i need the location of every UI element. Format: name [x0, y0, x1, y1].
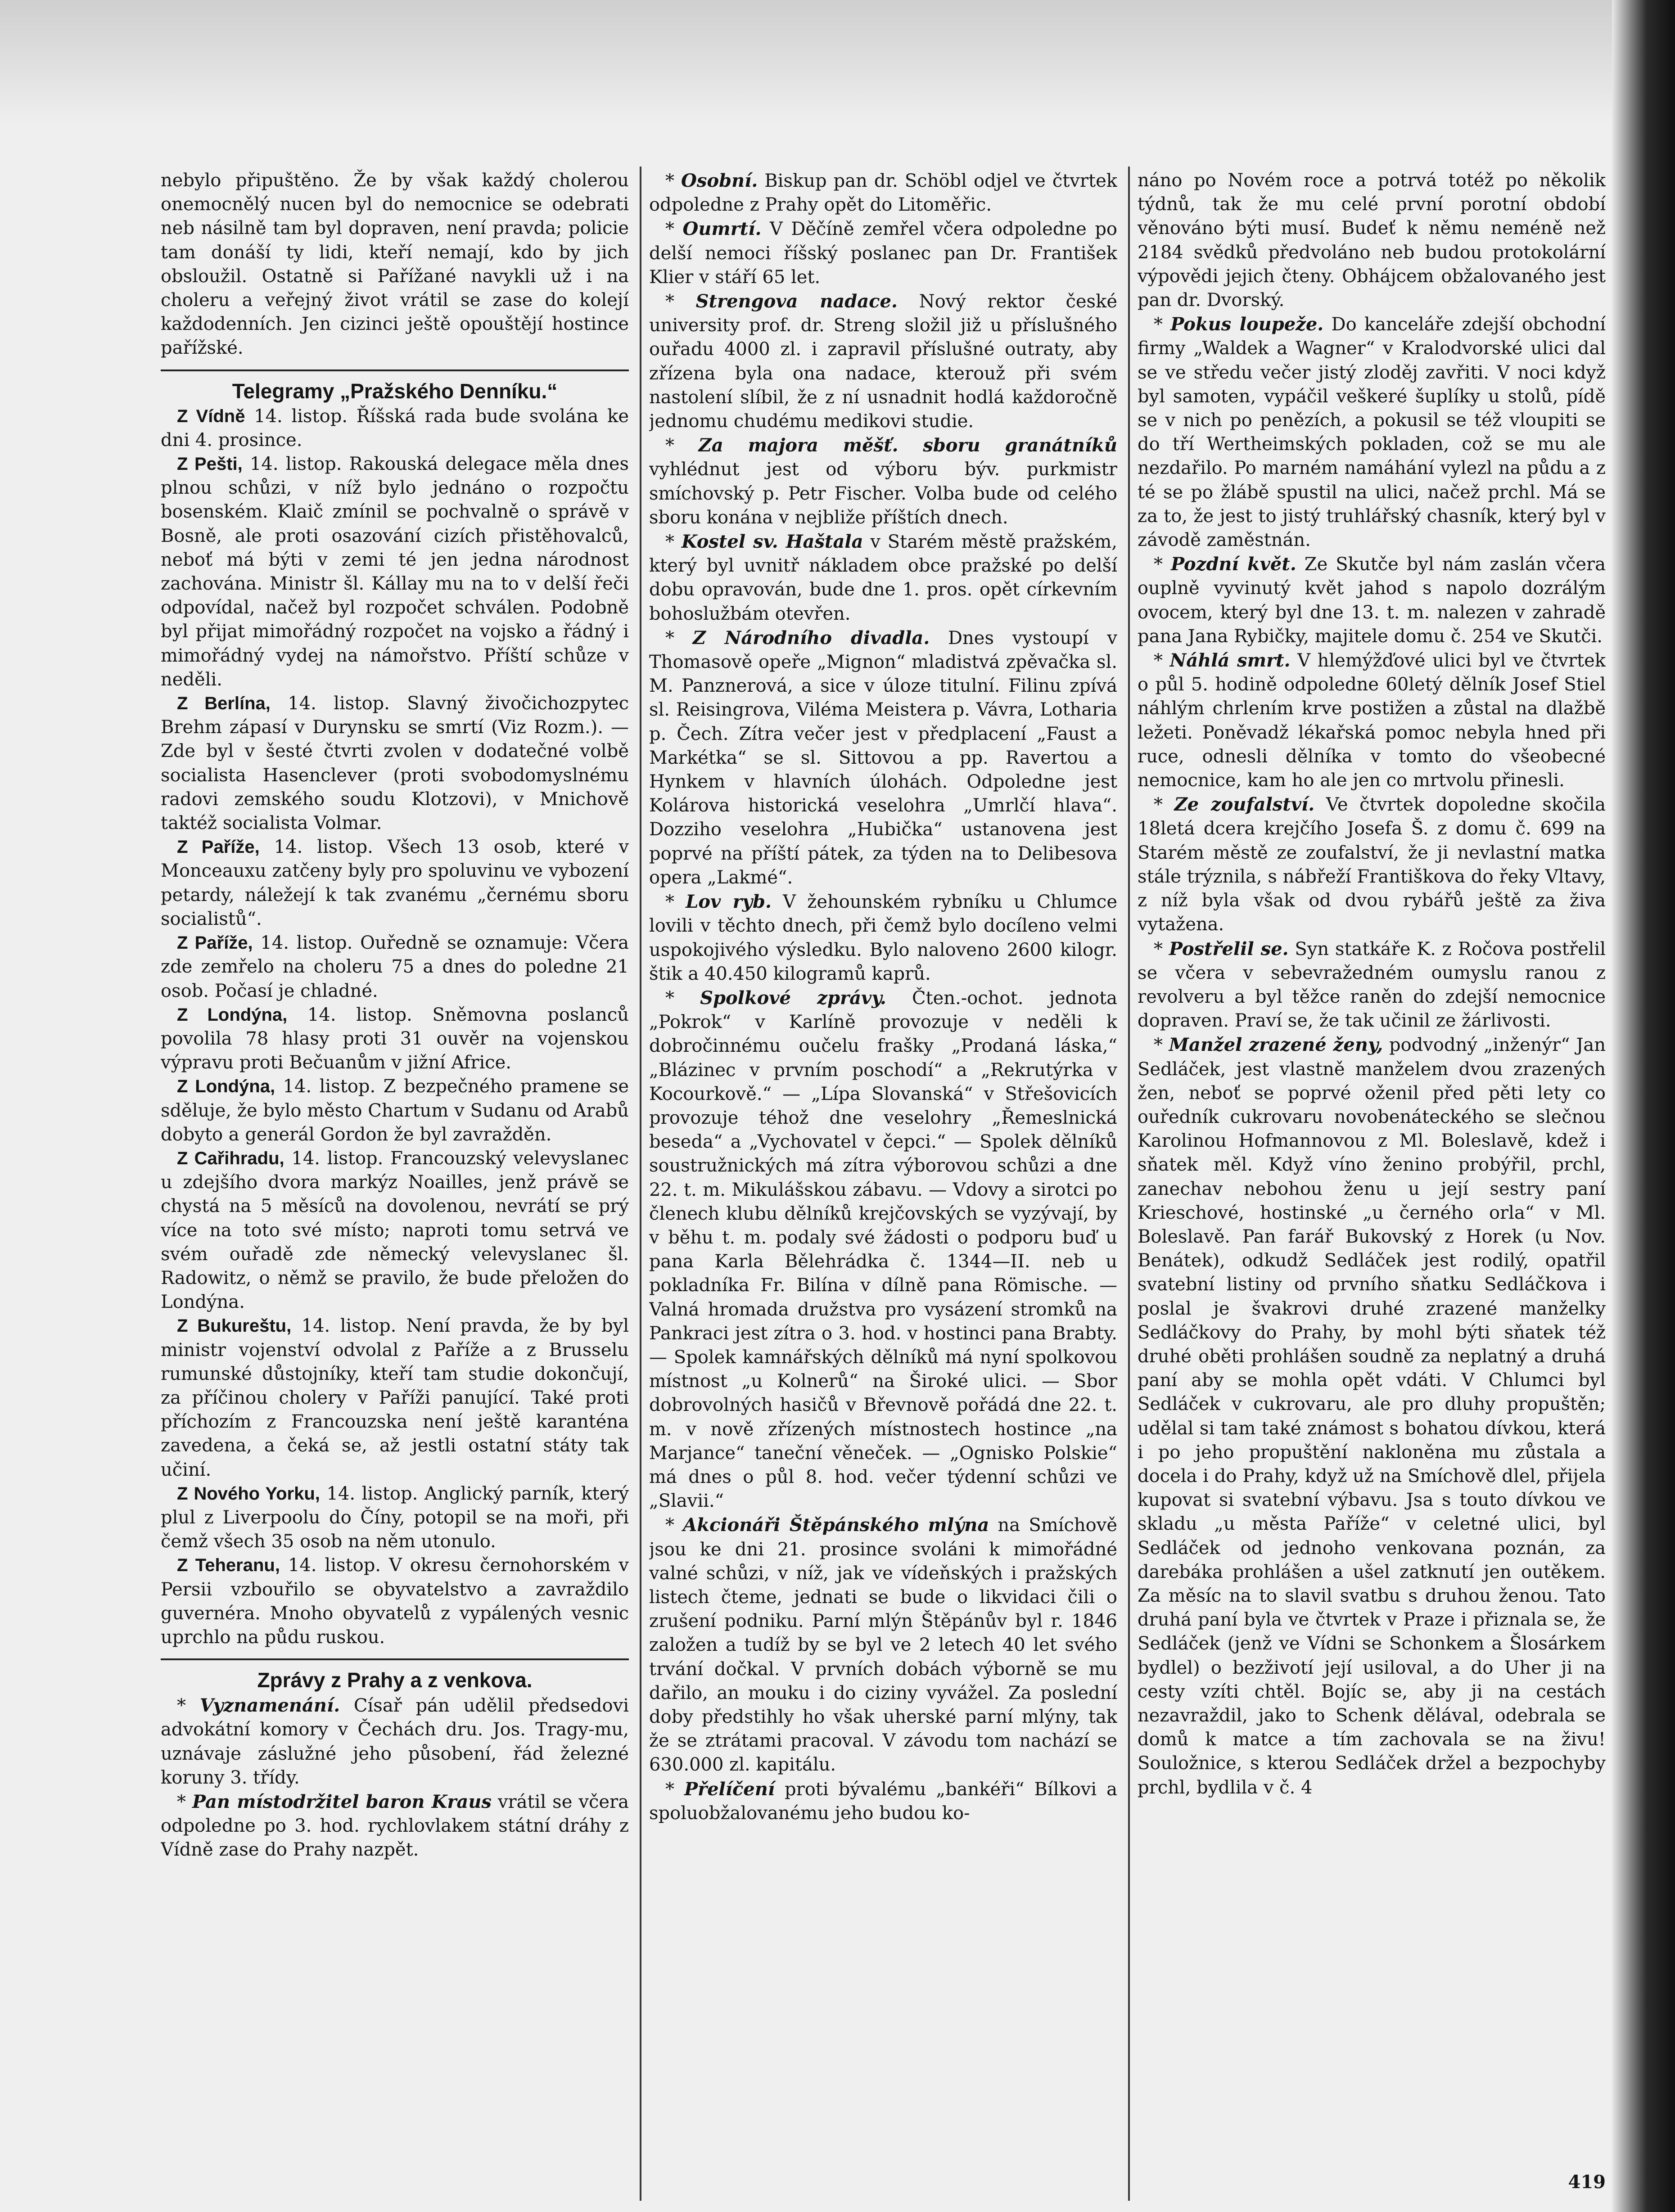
news-item: * Pan místodržitel baron Kraus vrátil se včera odpoledne po 3. hod. rychlovlakem státní dráhy z Vídně zase do Prahy nazpět.	[161, 1791, 629, 1861]
telegram-item: Z Vídně 14. listop. Říšská rada bude svolána ke dni 4. prosince.	[161, 405, 629, 451]
telegram-item: Z Paříže, 14. listop. Ouředně se oznamuje: Včera zde zemřelo na choleru 75 a dnes do poledne 21 osob. Počasí je chladné.	[161, 933, 629, 1001]
news-item: * Lov ryb. V žehounském rybníku u Chlumce lovili v těchto dnech, při čemž bylo docíleno velmi uspokojivého výsledku. Bylo naloveno 2600 kilogr. štik a 40.450 kilogramů kaprů.	[649, 891, 1117, 984]
news-item: * Osobní. Biskup pan dr. Schöbl odjel ve čtvrtek odpoledne z Prahy opět do Litoměřic.	[649, 170, 1117, 216]
news-item: * Strengova nadace. Nový rektor české university prof. dr. Streng složil již u příslušného ouřadu 4000 zl. i zapravil příslušné outraty, aby zřízena byla ona nadace, kterouž při svém nastolení slíbil, že z ní usnadnit hodlá každoročně jednomu chudému medikovi studie.	[649, 291, 1117, 432]
news-item: * Z Národního divadla. Dnes vystoupí v Thomasově opeře „Mignon“ mladistvá zpěvačka sl. M. Panznerová, a sice v úloze titulní. Filinu zpívá sl. Reisingrova, Viléma Meistera p. Vávra, Lotharia p. Čech. Zítra večer jest v předplacení „Faust a Markétka“ se sl. Sittovou a pp. Ravertou a Hynkem v hlavních úlohách. Odpoledne jest Kolárova historická veselohra „Umrlčí hlava“. Dozziho veselohra „Hubička“ ustanovena jest poprvé na příští pátek, za týden na to Delibesova opera „Lakmé“.	[649, 627, 1117, 888]
news-item: * Ze zoufalství. Ve čtvrtek dopoledne skočila 18letá dcera krejčího Josefa Š. z domu č. 699 na Starém městě ze zoufalství, že ji nevlastní matka stále trýznila, s nábřeží Františkova do řeky Vltavy, z níž byla však od dvou rybářů ještě za živa vytažena.	[1138, 794, 1606, 935]
column-left	[161, 169, 629, 2194]
news-item: * Manžel zrazené ženy, podvodný „inženýr“ Jan Sedláček, jest vlastně manželem dvou zrazených žen, neboť se poprvé oženil před pěti lety co ouředník cukrovaru novobenáteckého se slečnou Karolinou Hofmannovou z Ml. Boleslavě, kdež i sňatek měl. Když víno ženino probýřil, prchl, zanechav nebohou ženu u její sestry paní Krieschové, hostinské „u černého orla“ v Ml. Boleslavě. Pan farář Bukovský z Horek (u Nov. Benátek), odkudž Sedláček jest rodilý, opatřil svatební listiny od prvního sňatku Sedláčkova i poslal je švakrovi druhé zrazené manželky Sedláčkovy do Prahy, by mohl býti sňatek též druhé oběti prohlášen soudně za neplatný a druhá paní aby se mohla opět vdáti. V Chlumci byl Sedláček v cukrovaru, ale pro dluhy propuštěn; udělal si tam také známost s bohatou dívkou, která i po jeho propuštění nakloněna mu zůstala a docela i do Prahy, když už na Smíchově dlel, přijela kupovat si svatební výbavu. Jsa s touto dívkou ve skladu „u města Paříže“ v celetné ulici, byl Sedláček od jednoho venkovana poznán, za darebáka prohlášen a ušel zatknutí jen outěkem. Za měsíc na to slavil svatbu s druhou ženou. Tato druhá paní byla ve čtvrtek v Praze i přiznala se, že Sedláček (jenž ve Vídni se Schonkem a Šlosárkem bydlel) o bezživotí její usiloval, a do Uher ji na cesty vzíti chtěl. Bojíc se, aby ji na cestách nezavraždil, jako to Schenk dělával, odebrala se domů k matce a tím zachovala se na živu! Souložnice, s kterou Sedláček držel a bezpochyby prchl, bydlila v č. 4	[1138, 1034, 1606, 1798]
news-item: * Postřelil se. Syn statkáře K. z Ročova postřelil se včera v sebevražedném oumyslu ranou z revolveru a byl těžce raněn do zdejší nemocnice dopraven. Praví se, že tak učinil ze žárlivosti.	[1138, 938, 1606, 1032]
section-heading-telegrams: Telegramy „Pražského Denníku.“	[232, 379, 558, 403]
news-item: * Vyznamenání. Císař pán udělil předsedovi advokátní komory v Čechách dru. Jos. Tragy-mu, uznávaje záslužné jeho působení, řád železné koruny 3. třídy.	[161, 1695, 629, 1788]
column-rule-left	[640, 167, 641, 2201]
telegram-item: Z Bukureštu, 14. listop. Není pravda, že by byl ministr vojenství odvolal z Paříže a z Brusselu rumunské důstojníky, kteří tam studie dokončují, za příčinou cholery v Paříži panující. Také proti příchozím z Francouzska není ještě karanténa zavedena, a čeká se, až jestli ostatní státy tak učiní.	[161, 1315, 629, 1480]
news-item: * Kostel sv. Haštala v Starém městě pražském, který byl uvnitř nákladem obce pražské po delší dobu opravován, bude dne 1. pros. opět církevním bohoslužbám otevřen.	[649, 531, 1117, 624]
telegram-item: Z Teheranu, 14. listop. V okresu černohorském v Persii vzbouřilo se obyvatelstvo a zavraždilo guvernéra. Mnoho obyvatelů z vypálených vesnic uprchlo na půdu ruskou.	[161, 1555, 629, 1648]
scan-right-edge	[1612, 0, 1675, 2212]
article-continuation: náno po Novém roce a potrvá totéž po několik týdnů, tak že mu celé první porotní období věnováno býti musí. Budeť k němu neméně než 2184 svědků předvoláno neb budou protokolární výpovědi jejich čteny. Obhájcem obžalovaného jest pan dr. Dvorský.	[1138, 170, 1606, 311]
telegram-item: Z Pešti, 14. listop. Rakouská delegace měla dnes plnou schůzi, v níž bylo jednáno o rozpočtu bosenském. Klaič zmínil se pochvalně o správě v Bosně, ale proti osazování cizích přistěhovalců, neboť má býti v zemi té jen jedna národnost zachována. Ministr šl. Kállay mu na to v delší řeči odpovídal, načež byl rozpočet schválen. Podobně byl přijat mimořádný rozpočet na vojsko a řádný i mimořádný vydej na námořstvo. Příští schůze v neděli.	[161, 454, 629, 690]
news-item: * Spolkové zprávy. Čten.-ochot. jednota „Pokrok“ v Karlíně provozuje v neděli k dobročinnému oučelu frašky „Prodaná láska,“ „Blázinec v prvním poschodí“ a „Rekrutýrka v Kocourkově.“ — „Lípa Slovanská“ v Střešovicích provozuje téhož dne veselohry „Řemeslnická beseda“ a „Vychovatel v čepci.“ — Spolek dělníků soustružnických má zítra výborovou schůzi a dne 22. t. m. Mikulášskou zábavu. — Vdovy a sirotci po členech klubu dělníků krejčovských se vyzývají, by v běhu t. m. podaly své žádosti o podporu buď u pana Karla Bělehrádka č. 1344—II. neb u pokladníka Fr. Bilína v dílně pana Römische. — Valná hromada družstva pro vysázení stromků na Pankraci jest zítra o 3. hod. v hostinci pana Brabty. — Spolek kamnářských dělníků má nyní spolkovou místnost „u Kolnerů“ na Široké ulici. — Sbor dobrovolných hasičů v Břevnově pořádá dne 22. t. m. v nově zřízených místnostech hostince „na Marjance“ taneční věneček. — „Ognisko Polskie“ má dnes o půl 8. hod. večer týdenní schůzi ve „Slavii.“	[649, 987, 1117, 1512]
column-rule-right	[1128, 167, 1130, 2201]
article-cholera-end: nebylo připuštěno. Že by však každý cholerou onemocnělý nucen byl do nemocnice se odebrati neb násilně tam byl dopraven, není pravda; policie tam donáší ty lidi, kteří nemají, kdo by jich obsloužil. Ostatně si Pařížané navykli už i na choleru a veřejný život vrátil se zase do kolejí každodenních. Jen cizinci ještě opouštějí hostince pařížské.	[161, 170, 629, 359]
telegram-item: Z Paříže, 14. listop. Všech 13 osob, které v Monceauxu zatčeny byly pro spoluvinu ve vybození petardy, náležejí k tak zvanému „černému sboru socialistů“.	[161, 837, 629, 929]
scan-top-shadow	[0, 0, 1675, 122]
section-divider	[161, 1658, 629, 1660]
section-heading-news: Zprávy z Prahy a z venkova.	[257, 1668, 533, 1692]
section-divider	[161, 369, 629, 371]
page-number: 419	[1568, 2171, 1606, 2193]
column-middle	[649, 169, 1117, 2194]
news-item: * Pozdní květ. Ze Skutče byl nám zaslán včera ouplně vyvinutý květ jahod s napolo dozrálým ovocem, který byl dne 13. t. m. nalezen v zahradě pana Jana Rybičky, majitele domu č. 254 ve Skutči.	[1138, 554, 1606, 647]
news-item: * Oumrtí. V Děčíně zemřel včera odpoledne po delší nemoci říšský poslanec pan Dr. František Klier v stáří 65 let.	[649, 218, 1117, 288]
telegram-item: Z Cařihradu, 14. listop. Francouzský velevyslanec u zdejšího dvora markýz Noailles, jenž právě se chystá na 5 měsíců na dovolenou, nevrátí se prý více na toto své místo; naproti tomu setrvá ve svém ouřadě zde německý velevyslanec šl. Radowitz, o němž se pravilo, že bude přeložen do Londýna.	[161, 1148, 629, 1313]
telegram-item: Z Nového Yorku, 14. listop. Anglický parník, který plul z Liverpoolu do Číny, potopil se na moři, při čemž všech 35 osob na něm utonulo.	[161, 1483, 629, 1552]
telegram-item: Z Londýna, 14. listop. Sněmovna poslanců povolila 78 hlasy proti 31 ouvěr na vojenskou výpravu proti Bečuanům v jižní Africe.	[161, 1004, 629, 1073]
news-item: * Pokus loupeže. Do kanceláře zdejší obchodní firmy „Waldek a Wagner“ v Kralodvorské ulici dal se ve středu večer jistý zloděj zavřiti. V noci když byl samoten, vypáčil veškeré šuplíky u stolů, pídě se v nich po penězích, a pokusil se též vloupiti se do tří Wertheimských pokladen, což se mu ale nezdařilo. Po marném namáhání vylezl na půdu a z té se po žlábě spustil na ulici, načež prchl. Má se za to, že jest to jistý truhlářský chasník, který byl v závodě zaměstnán.	[1138, 314, 1606, 551]
column-right	[1138, 169, 1606, 2194]
news-item: * Přelíčení proti bývalému „bankéři“ Bílkovi a spoluobžalovanému jeho budou ko-	[649, 1778, 1117, 1824]
telegram-item: Z Berlína, 14. listop. Slavný živočichozpytec Brehm zápasí v Durynsku se smrtí (Viz Rozm.). — Zde byl v šesté čtvrti zvolen v dodatečné volbě socialista Hasenclever (proti svobodomyslnému radovi zemského soudu Klotzovi), v Mnichově taktéž socialista Volmar.	[161, 693, 629, 834]
news-item: * Za majora měšť. sboru granátníků vyhlédnut jest od výboru býv. purkmistr smíchovský p. Petr Fischer. Volba bude od celého sboru konána v nejbliže příštích dnech.	[649, 435, 1117, 528]
telegram-item: Z Londýna, 14. listop. Z bezpečného pramene se sděluje, že bylo město Chartum v Sudanu od Arabů dobyto a generál Gordon že byl zavražděn.	[161, 1076, 629, 1145]
news-item: * Akcionáři Štěpánského mlýna na Smíchově jsou ke dni 21. prosince svoláni k mimořádné valné schůzi, v níž, jak ve vídeňských i pražských listech čteme, jednati se bude o likvidaci čili o zrušení podniku. Parní mlýn Štěpánův byl r. 1846 založen a tudíž by se byl ve 2 letech 40 let svého trvání dočkal. V prvních dobách výborně se mu dařilo, an mouku i do ciziny vyvážel. Za poslední doby předstihly ho však uherské parní mlýny, tak že se ztrátami pracoval. V závodu tom nachází se 630.000 zl. kapitálu.	[649, 1514, 1117, 1775]
news-item: * Náhlá smrt. V hlemýžďové ulici byl ve čtvrtek o půl 5. hodině odpoledne 60letý dělník Josef Stiel náhlým chrlením krve postižen a zůstal na dlažbě ležeti. Poněvadž lékařská pomoc nebyla hned při ruce, odnesli dělníka v tomto do všeobecné nemocnice, kam ho ale jen co mrtvolu přinesli.	[1138, 650, 1606, 791]
